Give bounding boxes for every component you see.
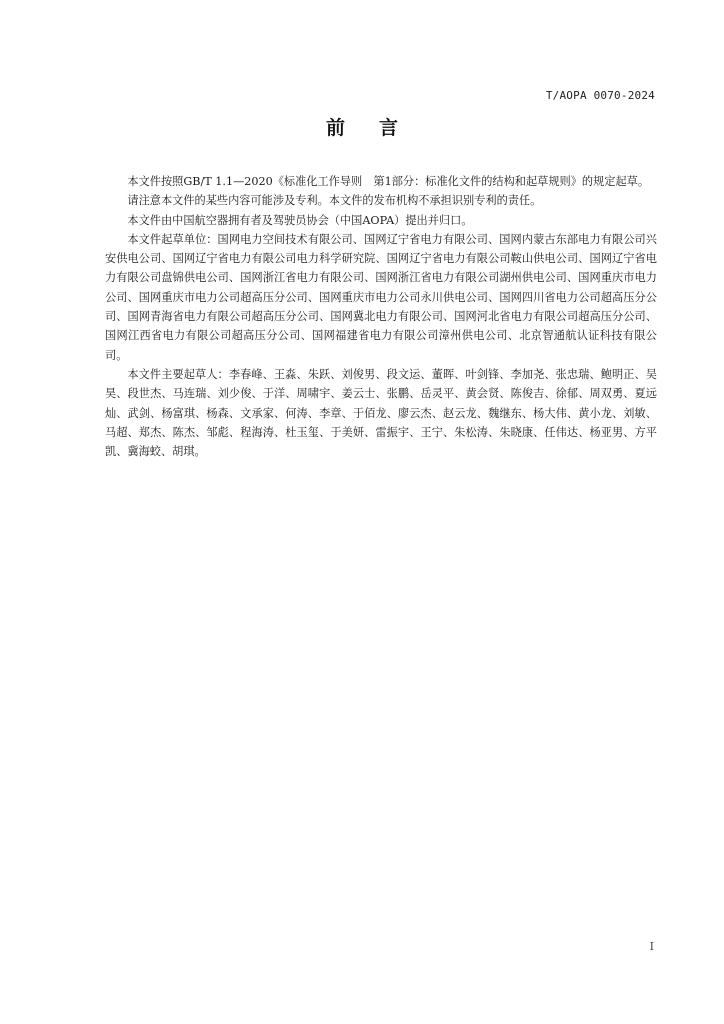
paragraph-drafting-units: 本文件起草单位：国网电力空间技术有限公司、国网辽宁省电力有限公司、国网内蒙古东部电力有限公司兴安供电公司、国网辽宁省电力有限公司电力科学研究院、国网辽宁省电力有限公司鞍山供电公司、国网辽宁省电力有限公司盘锦供电公司、国网浙江省电力有限公司、国网浙江省电力有限公司湖州供电公司、国网重庆市电力公司、国网重庆市电力公司超高压分公司、国网重庆市电力公司永川供电公司、国网四川省电力公司超高压分公司、国网青海省电力有限公司超高压分公司、国网冀北电力有限公司、国网河北省电力有限公司超高压分公司、国网江西省电力有限公司超高压分公司、国网福建省电力有限公司漳州供电公司、北京智通航认证科技有限公司。 [105, 232, 657, 362]
paragraph-drafting-rules: 本文件按照GB/T 1.1—2020《标准化工作导则 第1部分：标准化文件的结构和起草规则》的规定起草。 [127, 175, 650, 188]
paragraph-proposer: 本文件由中国航空器拥有者及驾驶员协会（中国AOPA）提出并归口。 [127, 213, 473, 227]
page-number: I [649, 940, 654, 953]
document-code: T/AOPA 0070-2024 [545, 89, 655, 102]
page-title: 前言 [325, 117, 432, 139]
paragraph-patent-notice: 请注意本文件的某些内容可能涉及专利。本文件的发布机构不承担识别专利的责任。 [127, 194, 542, 208]
paragraph-drafters: 本文件主要起草人：李春峰、王淼、朱跃、刘俊男、段文运、董晖、叶剑锋、李加尧、张忠瑞、鲍明正、吴昊、段世杰、马连瑞、刘少俊、于洋、周啸宇、姜云士、张鹏、岳灵平、黄会贤、陈俊吉、徐郁、周双勇、夏远灿、武剑、杨富琪、杨森、文承家、何涛、李章、于佰龙、廖云杰、赵云龙、魏继东、杨大伟、黄小龙、刘敏、马超、郑杰、陈杰、邹彪、程海涛、杜玉玺、于美妍、雷振宇、王宁、朱松涛、朱晓康、任伟达、杨亚男、方平凯、冀海蛟、胡琪。 [105, 367, 657, 459]
foreword-body [105, 172, 657, 461]
